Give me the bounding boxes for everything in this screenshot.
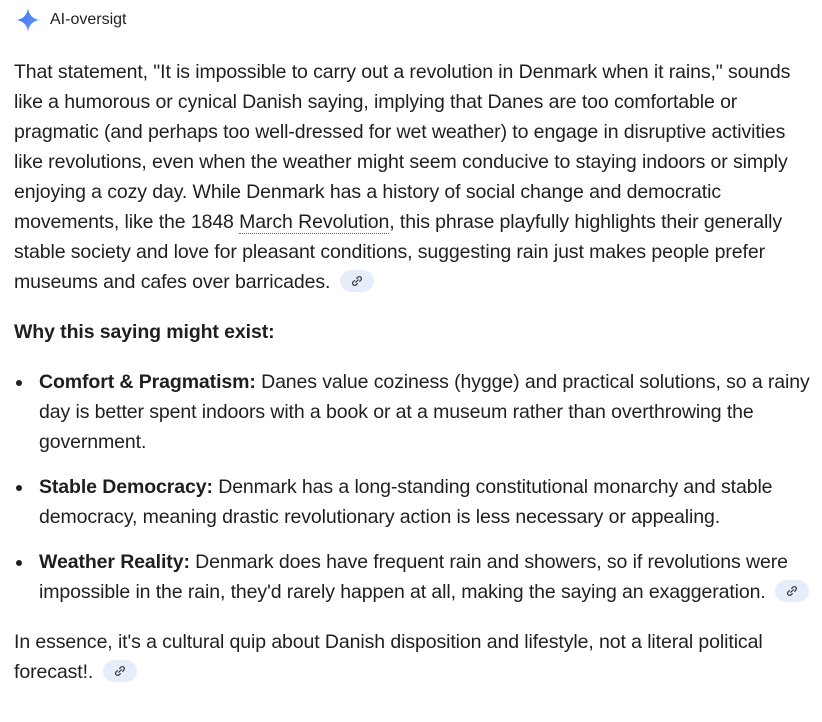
- link-icon: [113, 664, 127, 678]
- gemini-spark-icon: [14, 6, 42, 34]
- source-link-button[interactable]: [103, 660, 137, 682]
- section-heading: Why this saying might exist:: [14, 321, 275, 343]
- closing-paragraph: [14, 627, 814, 687]
- link-icon: [350, 274, 364, 288]
- list-item-label: Weather Reality:: [39, 551, 190, 573]
- intro-paragraph: [14, 57, 814, 297]
- list-item-text: Denmark has a long-standing constitutional monarchy and stable democracy, meaning drastic revolutionary action is less necessary or appealing.: [39, 476, 773, 528]
- list-item-label: Comfort & Pragmatism:: [39, 371, 256, 393]
- intro-text: That statement, "It is impossible to carry out a revolution in Denmark when it rains," sounds like a humorous or cynical Danish saying, implying that Danes are too comfortable or pragmatic (and perhaps too well-dressed for wet weather) to engage in disruptive activities like revolutions, even when the weather might seem conducive to staying indoors or simply enjoying a cozy day. While Denmark has a history of social change and democratic movements, like the 1848: [14, 61, 791, 233]
- closing-text: In essence, it's a cultural quip about Danish disposition and lifestyle, not a literal political forecast!.: [14, 631, 763, 683]
- march-revolution-link[interactable]: March Revolution: [239, 211, 390, 233]
- ai-overview-title: AI-oversigt: [50, 11, 127, 28]
- source-link-button[interactable]: [340, 270, 374, 292]
- link-icon: [785, 584, 799, 598]
- list-item: [14, 367, 814, 457]
- list-item: [14, 472, 814, 532]
- source-link-button[interactable]: [775, 580, 809, 602]
- ai-overview-header: [14, 6, 126, 34]
- list-item: [14, 547, 814, 607]
- list-item-text: Danes value coziness (hygge) and practical solutions, so a rainy day is better spent indoors with a book or at a museum rather than overthrowing the government.: [39, 371, 810, 453]
- ai-overview-content: [14, 57, 814, 687]
- list-item-text: Denmark does have frequent rain and showers, so if revolutions were impossible in the rain, they'd rarely happen at all, making the saying an exaggeration.: [39, 551, 788, 603]
- intro-text-continued: , this phrase playfully highlights their generally stable society and love for pleasant conditions, suggesting rain just makes people prefer museums and cafes over barricades.: [14, 211, 783, 293]
- list-item-label: Stable Democracy:: [39, 476, 213, 498]
- reasons-list: [14, 367, 814, 607]
